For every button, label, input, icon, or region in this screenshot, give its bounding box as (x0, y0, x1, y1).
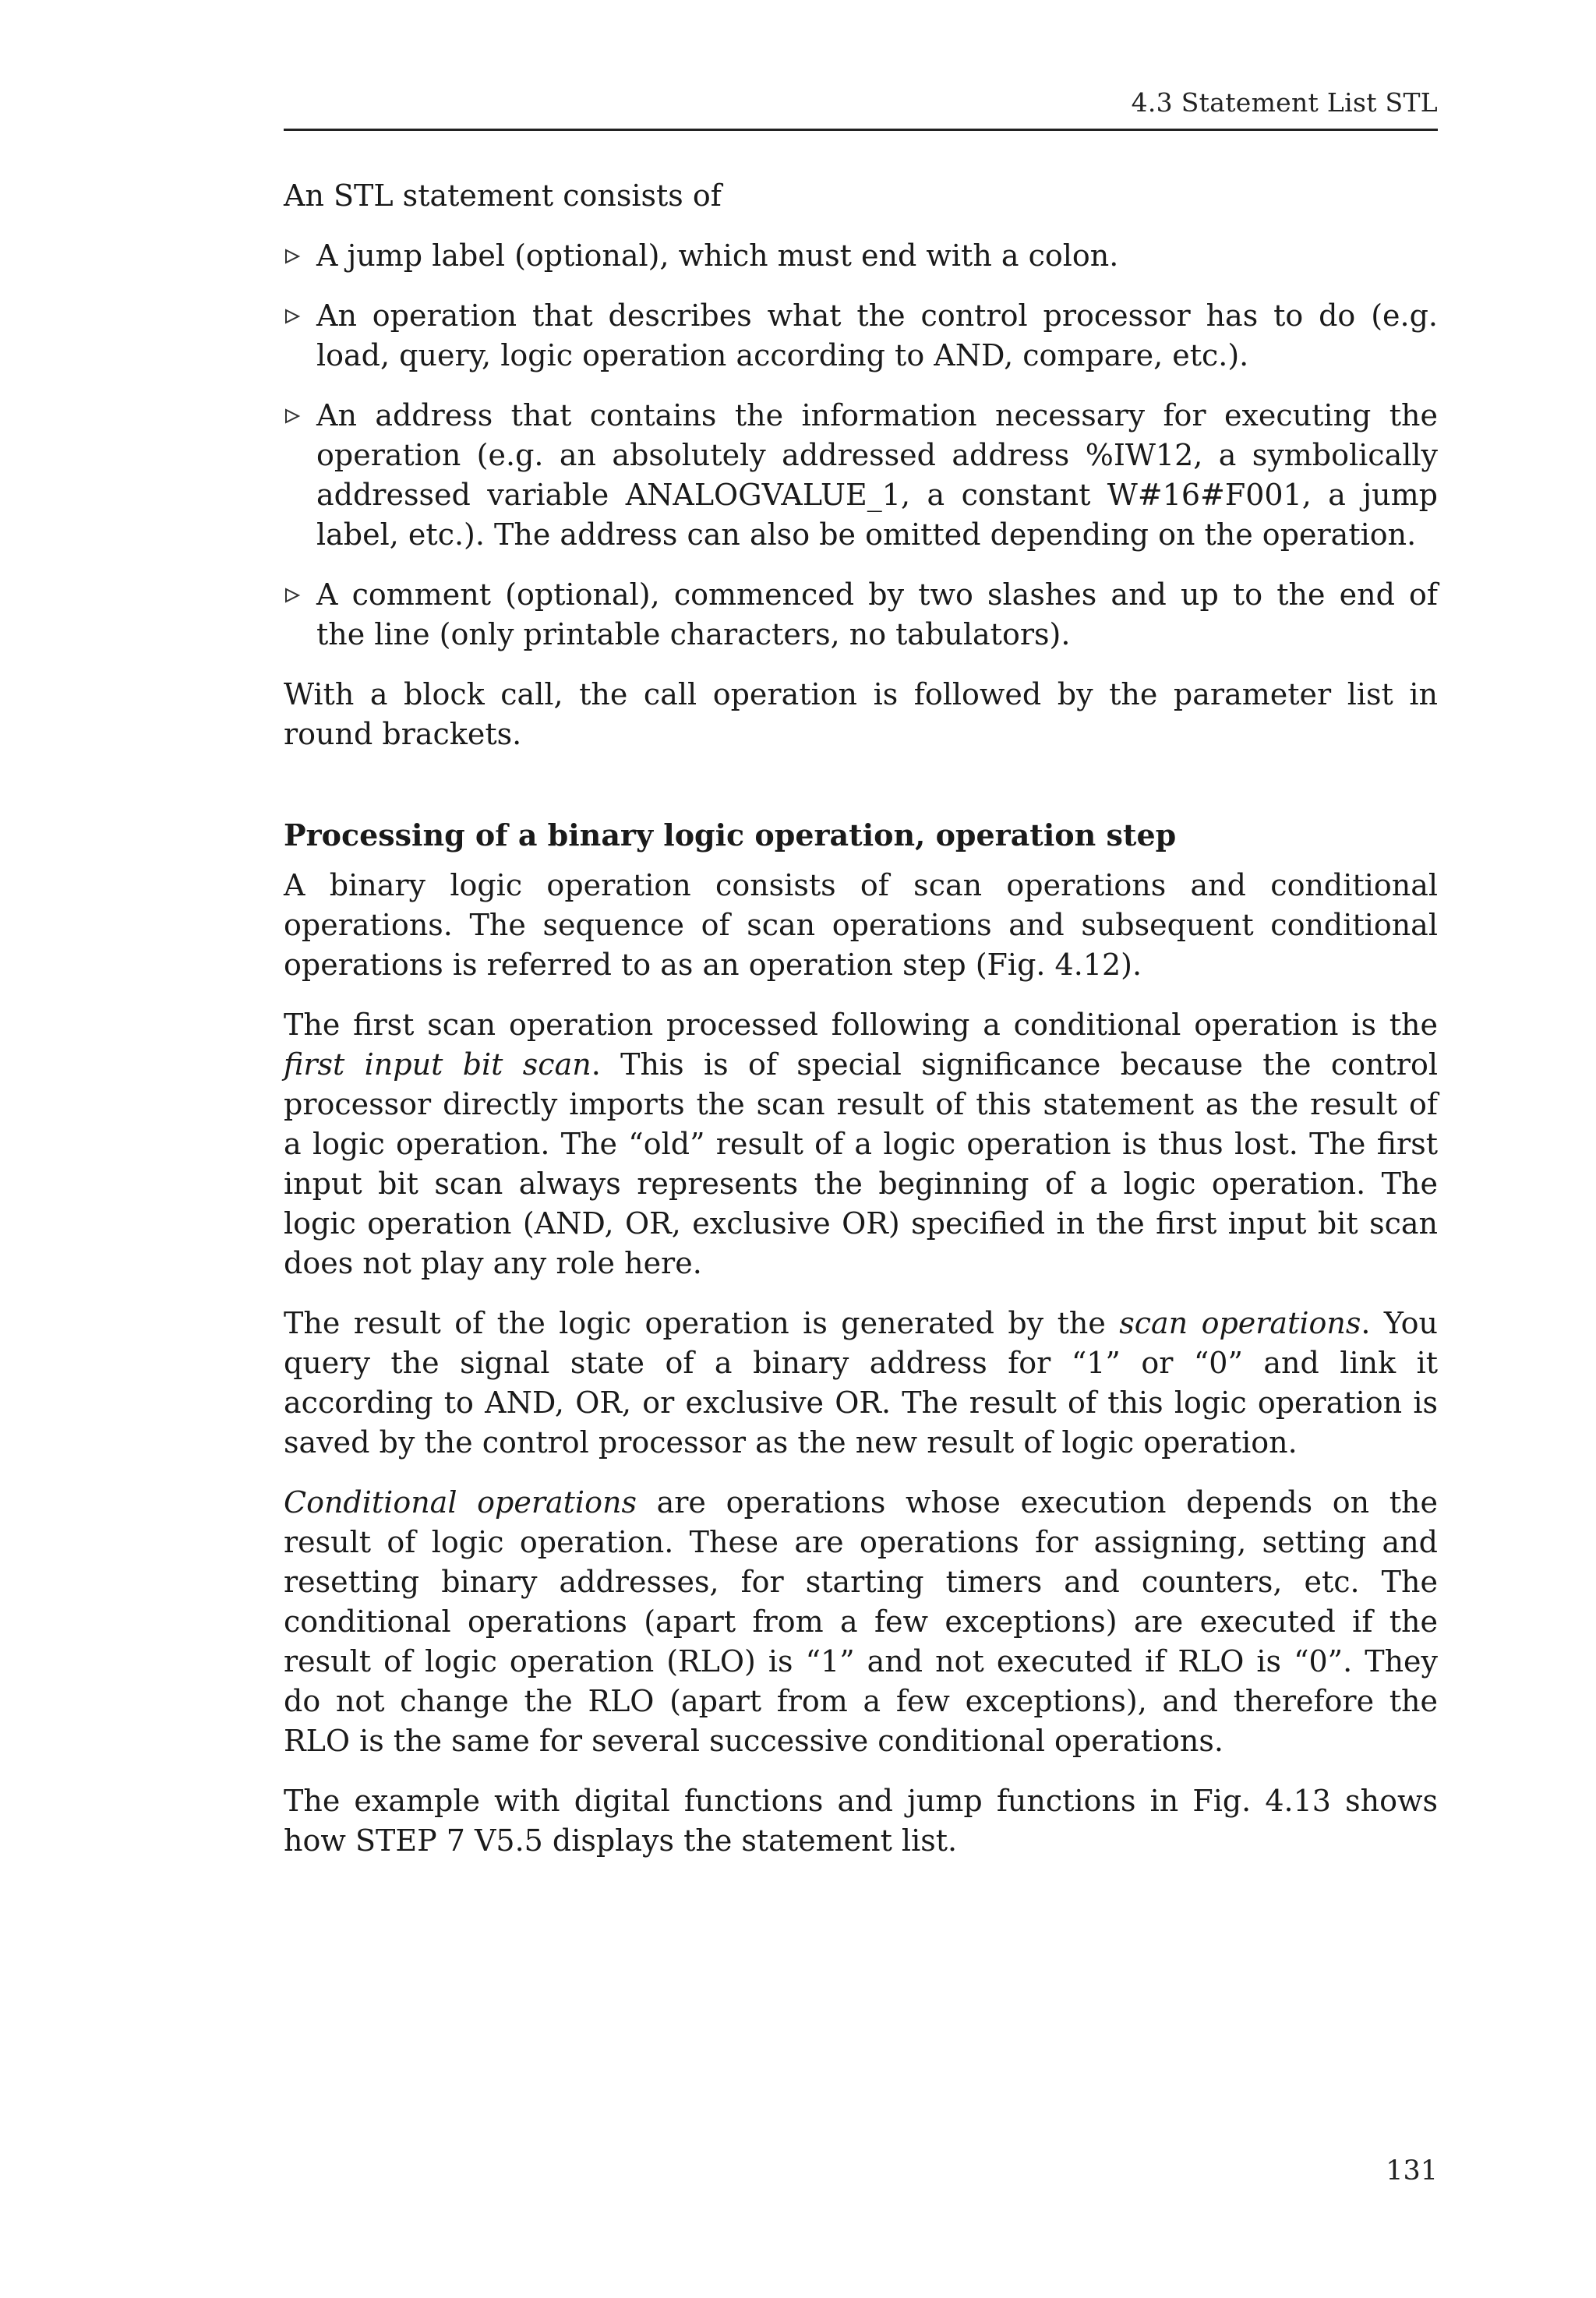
intro-paragraph: An STL statement consists of (284, 178, 722, 213)
paragraph-text: The first scan operation processed following a conditional operation is the (284, 1008, 1438, 1042)
section-heading: Processing of a binary logic operation, operation step (284, 817, 1177, 852)
operation-step-paragraph: A binary logic operation consists of scan operations and conditional operations. The sequence of scan operations and subsequent conditional operations is referred to as an operation step (Fig. 4.12). (284, 868, 1438, 982)
emphasized-term: first input bit scan (284, 1047, 591, 1082)
emphasized-term: Conditional operations (284, 1485, 637, 1520)
statement-components-list (284, 236, 1438, 655)
list-item-text: A comment (optional), commenced by two slashes and up to the end of the line (only printable characters, no tabulators). (316, 577, 1438, 651)
scan-operations-paragraph (284, 1304, 1438, 1463)
list-item-text: An address that contains the information necessary for executing the operation (e.g. an absolutely addressed address %IW12, a symbolically addressed variable ANALOGVALUE_1, a constant W#16#F001, a jump label, etc.). The address can also be omitted depending on the operation. (316, 398, 1438, 552)
paragraph-text: are operations whose execution depends on the result of logic operation. These are operations for assigning, setting and resetting binary addresses, for starting timers and counters, etc. The conditional operations (apart from a few exceptions) are executed if the result of logic operation (RLO) is “1” and not executed if RLO is “0”. They do not change the RLO (apart from a few exceptions), and therefore the RLO is the same for several successive conditional operations. (284, 1485, 1439, 1758)
list-item-text: An operation that describes what the control processor has to do (e.g. load, query, logic operation according to AND, compare, etc.). (316, 298, 1438, 372)
block-call-paragraph: With a block call, the call operation is followed by the parameter list in round brackets. (284, 677, 1438, 751)
page-number: 131 (1386, 2155, 1438, 2187)
first-input-bit-scan-paragraph (284, 1005, 1438, 1283)
page-body (284, 176, 1438, 1881)
paragraph-text: . You query the signal state of a binary address for “1” or “0” and link it according to AND, OR, or exclusive OR. The result of this logic operation is saved by the control processor as the new result of logic operation. (284, 1306, 1439, 1460)
running-header: 4.3 Statement List STL (1131, 87, 1438, 118)
list-item (284, 296, 1438, 376)
example-paragraph: The example with digital functions and jump functions in Fig. 4.13 shows how STEP 7 V5.5 displays the statement list. (284, 1784, 1438, 1858)
list-item (284, 575, 1438, 655)
list-item (284, 236, 1438, 276)
emphasized-term: scan operations (1119, 1306, 1361, 1340)
list-item (284, 396, 1438, 555)
paragraph-text: . This is of special significance because the control processor directly imports the scan result of this statement as the result of a logic operation. The “old” result of a logic operation is thus lost. The first input bit scan always represents the beginning of a logic operation. The logic operation (AND, OR, exclusive OR) specified in the first input bit scan does not play any role here. (284, 1047, 1438, 1280)
list-item-text: A jump label (optional), which must end with a colon. (316, 238, 1119, 273)
header-rule (284, 129, 1438, 131)
paragraph-text: The result of the logic operation is generated by the (284, 1306, 1120, 1340)
conditional-operations-paragraph (284, 1483, 1438, 1761)
